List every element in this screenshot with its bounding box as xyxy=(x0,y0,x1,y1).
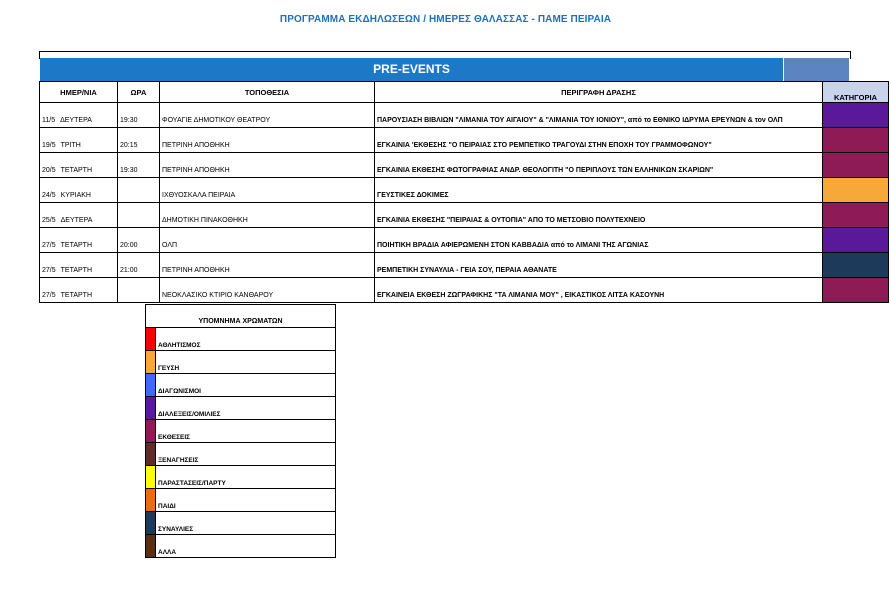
legend-label: ΞΕΝΑΓΗΣΕΙΣ xyxy=(156,443,336,466)
legend-swatch xyxy=(146,328,156,351)
event-category-swatch xyxy=(823,278,889,303)
event-date xyxy=(40,103,118,128)
header-date: ΗΜΕΡ/ΝΙΑ xyxy=(40,82,118,103)
event-location: ΙΧΘΥΟΣΚΑΛΑ ΠΕΙΡΑΙΑ xyxy=(160,178,375,203)
event-time: 20:15 xyxy=(118,128,160,153)
event-row xyxy=(40,203,889,228)
legend-item xyxy=(146,397,336,420)
event-description: ΕΓΚΑΙΝΙΑ ΕΚΘΕΣΗΣ ΦΩΤΟΓΡΑΦΙΑΣ ΑΝΔΡ. ΘΕΟΛΟΓΙΤΗ "Ο ΠΕΡΙΠΛΟΥΣ ΤΩΝ ΕΛΛΗΝΙΚΩΝ ΣΚΑΡΙΩΝ" xyxy=(375,153,823,178)
event-row xyxy=(40,128,889,153)
event-date xyxy=(40,278,118,303)
event-date-number: 24/5 xyxy=(42,192,56,199)
event-time: 20:00 xyxy=(118,228,160,253)
legend-label: ΔΙΑΛΕΞΕΙΣ/ΟΜΙΛΙΕΣ xyxy=(156,397,336,420)
event-category-swatch xyxy=(823,128,889,153)
page-title: ΠΡΟΓΡΑΜΜΑ ΕΚΔΗΛΩΣΕΩΝ / ΗΜΕΡΕΣ ΘΑΛΑΣΣΑΣ - ΠΑΜΕ ΠΕΙΡΑΙΑ xyxy=(279,14,612,25)
legend-label: ΕΚΘΕΣΕΙΣ xyxy=(156,420,336,443)
header-category: ΚΑΤΗΓΟΡΙΑ xyxy=(823,82,889,103)
event-category-swatch xyxy=(823,103,889,128)
event-category-swatch xyxy=(823,153,889,178)
legend-item xyxy=(146,466,336,489)
event-date xyxy=(40,228,118,253)
event-date-number: 11/5 xyxy=(42,117,56,124)
event-row xyxy=(40,103,889,128)
legend-item xyxy=(146,374,336,397)
legend-item xyxy=(146,443,336,466)
event-date xyxy=(40,153,118,178)
legend-item xyxy=(146,535,336,558)
event-description: ΕΓΚΑΙΝΙΑ ΕΚΘΕΣΗΣ "ΠΕΙΡΑΙΑΣ & ΟΥΤΟΠΙΑ" ΑΠΟ ΤΟ ΜΕΤΣΟΒΙΟ ΠΟΛΥΤΕΧΝΕΙΟ xyxy=(375,203,823,228)
event-row xyxy=(40,228,889,253)
event-row xyxy=(40,253,889,278)
event-description: ΕΓΚΑΙΝΙΑ 'ΕΚΘΕΣΗΣ "Ο ΠΕΙΡΑΙΑΣ ΣΤΟ ΡΕΜΠΕΤΙΚΟ ΤΡΑΓΟΥΔΙ ΣΤΗΝ ΕΠΟΧΗ ΤΟΥ ΓΡΑΜΜΟΦΩΝΟΥ" xyxy=(375,128,823,153)
event-date xyxy=(40,128,118,153)
event-day: ΤΡΙΤΗ xyxy=(60,142,81,149)
event-time: 19:30 xyxy=(118,153,160,178)
event-date-number: 25/5 xyxy=(42,217,56,224)
event-time xyxy=(118,203,160,228)
legend-item xyxy=(146,328,336,351)
event-description: ΡΕΜΠΕΤΙΚΗ ΣΥΝΑΥΛΙΑ - ΓΕΙΑ ΣΟΥ, ΠΕΡΑΙΑ ΑΘΑΝΑΤΕ xyxy=(375,253,823,278)
legend-item xyxy=(146,512,336,535)
event-day: ΔΕΥΤΕΡΑ xyxy=(60,117,92,124)
legend-label: ΔΙΑΓΩΝΙΣΜΟΙ xyxy=(156,374,336,397)
event-date xyxy=(40,253,118,278)
legend-item xyxy=(146,420,336,443)
legend-swatch xyxy=(146,489,156,512)
event-date-number: 27/5 xyxy=(42,242,56,249)
event-day: ΤΕΤΑΡΤΗ xyxy=(60,242,92,249)
event-description: ΠΟΙΗΤΙΚΗ ΒΡΑΔΙΑ ΑΦΙΕΡΩΜΕΝΗ ΣΤΟΝ ΚΑΒΒΑΔΙΑ από το ΛΙΜΑΝΙ ΤΗΣ ΑΓΩΝΙΑΣ xyxy=(375,228,823,253)
pre-events-banner: PRE-EVENTS xyxy=(40,58,783,81)
event-category-swatch xyxy=(823,178,889,203)
event-date xyxy=(40,178,118,203)
event-date-number: 27/5 xyxy=(42,267,56,274)
legend-swatch xyxy=(146,466,156,489)
event-row xyxy=(40,153,889,178)
header-location: ΤΟΠΟΘΕΣΙΑ xyxy=(160,82,375,103)
event-description: ΕΓΚΑΙΝΕΙΑ ΕΚΘΕΣΗ ΖΩΓΡΑΦΙΚΗΣ "ΤΑ ΛΙΜΑΝΙΑ ΜΟΥ" , ΕΙΚΑΣΤΙΚΟΣ ΛΙΤΣΑ ΚΑΣΟΥΝΗ xyxy=(375,278,823,303)
event-day: ΤΕΤΑΡΤΗ xyxy=(60,267,92,274)
event-time xyxy=(118,278,160,303)
header-description: ΠΕΡΙΓΡΑΦΗ ΔΡΑΣΗΣ xyxy=(375,82,823,103)
color-legend xyxy=(145,304,336,558)
event-day: ΤΕΤΑΡΤΗ xyxy=(60,167,92,174)
legend-label: ΠΑΡΑΣΤΑΣΕΙΣ/ΠΑΡΤΥ xyxy=(156,466,336,489)
event-date xyxy=(40,203,118,228)
event-location: ΠΕΤΡΙΝΗ ΑΠΟΘΗΚΗ xyxy=(160,253,375,278)
legend-swatch xyxy=(146,397,156,420)
event-date-number: 27/5 xyxy=(42,292,56,299)
event-description: ΠΑΡΟΥΣΙΑΣΗ ΒΙΒΛΙΩΝ "ΛΙΜΑΝΙΑ ΤΟΥ ΑΙΓΑΙΟΥ" & "ΛΙΜΑΝΙΑ ΤΟΥ ΙΟΝΙΟΥ", από το ΕΘΝΙΚΟ ΙΔΡΥΜΑ ΕΡΕΥΝΩΝ & τον ΟΛΠ xyxy=(375,103,823,128)
event-location: ΟΛΠ xyxy=(160,228,375,253)
legend-swatch xyxy=(146,512,156,535)
legend-label: ΓΕΥΣΗ xyxy=(156,351,336,374)
legend-swatch xyxy=(146,443,156,466)
event-day: ΤΕΤΑΡΤΗ xyxy=(60,292,92,299)
legend-item xyxy=(146,489,336,512)
event-time: 21:00 xyxy=(118,253,160,278)
event-day: ΔΕΥΤΕΡΑ xyxy=(60,217,93,224)
legend-label: ΑΛΛΑ xyxy=(156,535,336,558)
event-row xyxy=(40,178,889,203)
event-location: ΝΕΟΚΛΑΣΙΚΟ ΚΤΙΡΙΟ ΚΑΝΘΑΡΟΥ xyxy=(160,278,375,303)
legend-label: ΑΘΛΗΤΙΣΜΟΣ xyxy=(156,328,336,351)
header-time: ΩΡΑ xyxy=(118,82,160,103)
event-time xyxy=(118,178,160,203)
event-day: ΚΥΡΙΑΚΗ xyxy=(60,192,91,199)
event-location: ΦΟΥΑΓΙΕ ΔΗΜΟΤΙΚΟΥ ΘΕΑΤΡΟΥ xyxy=(160,103,375,128)
header-row xyxy=(40,82,889,103)
banner-category-cell xyxy=(783,58,849,81)
events-table xyxy=(39,81,889,303)
event-row xyxy=(40,278,889,303)
event-category-swatch xyxy=(823,228,889,253)
legend-swatch xyxy=(146,420,156,443)
event-location: ΠΕΤΡΙΝΗ ΑΠΟΘΗΚΗ xyxy=(160,153,375,178)
legend-swatch xyxy=(146,374,156,397)
legend-swatch xyxy=(146,535,156,558)
event-description: ΓΕΥΣΤΙΚΕΣ ΔΟΚΙΜΕΣ xyxy=(375,178,823,203)
event-time: 19:30 xyxy=(118,103,160,128)
event-category-swatch xyxy=(823,253,889,278)
event-location: ΠΕΤΡΙΝΗ ΑΠΟΘΗΚΗ xyxy=(160,128,375,153)
event-category-swatch xyxy=(823,203,889,228)
legend-title: ΥΠΟΜΝΗΜΑ ΧΡΩΜΑΤΩΝ xyxy=(146,305,336,328)
legend-label: ΠΑΙΔΙ xyxy=(156,489,336,512)
legend-swatch xyxy=(146,351,156,374)
legend-item xyxy=(146,351,336,374)
event-location: ΔΗΜΟΤΙΚΗ ΠΙΝΑΚΟΘΗΚΗ xyxy=(160,203,375,228)
legend-label: ΣΥΝΑΥΛΙΕΣ xyxy=(156,512,336,535)
event-date-number: 19/5 xyxy=(42,142,56,149)
event-date-number: 20/5 xyxy=(42,167,56,174)
